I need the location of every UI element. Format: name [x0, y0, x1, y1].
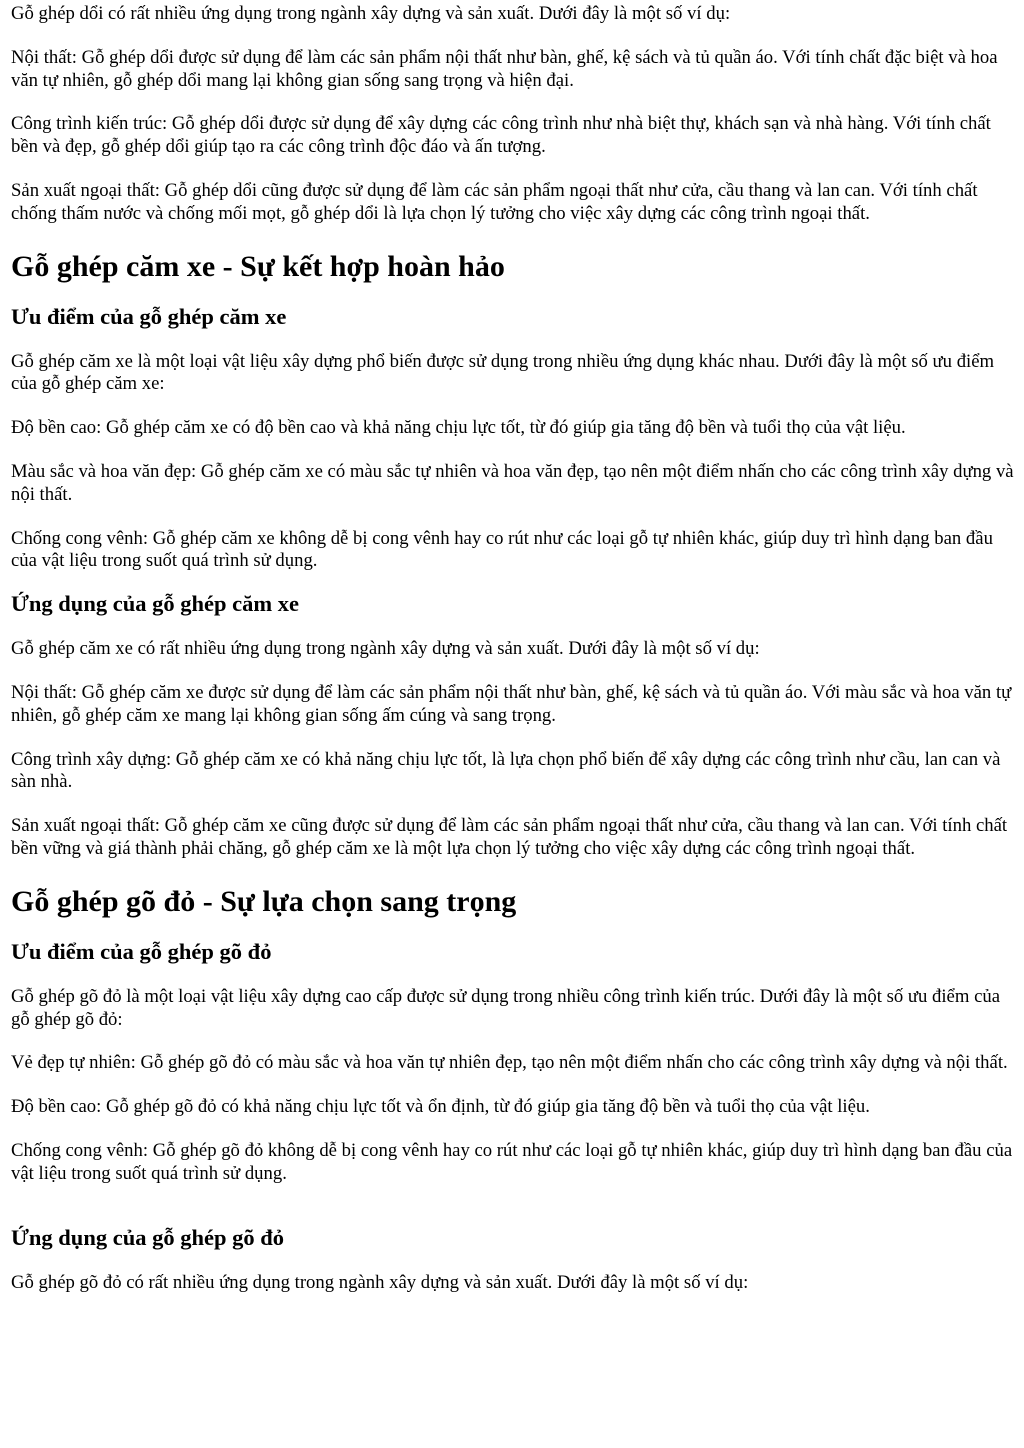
subheading-go-do-advantages: Ưu điểm của gỗ ghép gõ đỏ [11, 938, 272, 964]
cam-xe-applications-paragraph-2: Nội thất: Gỗ ghép căm xe được sử dụng để làm các sản phẩm nội thất như bàn, ghế, kệ sách và tủ quần áo. Với màu sắc và hoa văn tự nhiên, gỗ ghép căm xe mang lại không gian sống ấm cúng và sang trọng. [11, 681, 1012, 726]
cam-xe-advantages-paragraph-3: Màu sắc và hoa văn đẹp: Gỗ ghép căm xe có màu sắc tự nhiên và hoa văn đẹp, tạo nên một điểm nhấn cho các công trình xây dựng và nội thất. [11, 460, 1014, 505]
document-body [11, 3, 1015, 1294]
cam-xe-advantages-paragraph-4: Chống cong vênh: Gỗ ghép căm xe không dễ bị cong vênh hay co rút như các loại gỗ tự nhiên khác, giúp duy trì hình dạng ban đầu của vật liệu trong suốt quá trình sử dụng. [11, 527, 993, 572]
go-do-advantages-paragraph-4: Chống cong vênh: Gỗ ghép gõ đỏ không dễ bị cong vênh hay co rút như các loại gỗ tự nhiên khác, giúp duy trì hình dạng ban đầu của vật liệu trong suốt quá trình sử dụng. [11, 1139, 1013, 1184]
cam-xe-advantages-paragraph-2: Độ bền cao: Gỗ ghép căm xe có độ bền cao và khả năng chịu lực tốt, từ đó giúp gia tăng độ bền và tuổi thọ của vật liệu. [11, 417, 906, 439]
intro-paragraph-3: Công trình kiến trúc: Gỗ ghép dổi được sử dụng để xây dựng các công trình như nhà biệt thự, khách sạn và nhà hàng. Với tính chất bền và đẹp, gỗ ghép dổi giúp tạo ra các công trình độc đáo và ấn tượng. [11, 113, 991, 158]
intro-paragraph-2: Nội thất: Gỗ ghép dổi được sử dụng để làm các sản phẩm nội thất như bàn, ghế, kệ sách và tủ quần áo. Với tính chất đặc biệt và hoa văn tự nhiên, gỗ ghép dổi mang lại không gian sống sang trọng và hiện đại. [11, 46, 998, 91]
section-heading-cam-xe: Gỗ ghép căm xe - Sự kết hợp hoàn hảo [11, 249, 505, 283]
cam-xe-applications-paragraph-1: Gỗ ghép căm xe có rất nhiều ứng dụng trong ngành xây dựng và sản xuất. Dưới đây là một số ví dụ: [11, 638, 760, 660]
go-do-advantages-paragraph-1: Gỗ ghép gõ đỏ là một loại vật liệu xây dựng cao cấp được sử dụng trong nhiều công trình kiến trúc. Dưới đây là một số ưu điểm của gỗ ghép gõ đỏ: [11, 985, 1000, 1030]
section-heading-go-do: Gỗ ghép gõ đỏ - Sự lựa chọn sang trọng [11, 884, 517, 918]
subheading-cam-xe-advantages: Ưu điểm của gỗ ghép căm xe [11, 303, 287, 329]
go-do-applications-paragraph-1: Gỗ ghép gõ đỏ có rất nhiều ứng dụng trong ngành xây dựng và sản xuất. Dưới đây là một số ví dụ: [11, 1271, 749, 1293]
cam-xe-applications-paragraph-4: Sản xuất ngoại thất: Gỗ ghép căm xe cũng được sử dụng để làm các sản phẩm ngoại thất như cửa, cầu thang và lan can. Với tính chất bền vững và giá thành phải chăng, gỗ ghép căm xe là một lựa chọn lý tưởng cho việc xây dựng các công trình ngoại thất. [11, 815, 1008, 859]
cam-xe-applications-paragraph-3: Công trình xây dựng: Gỗ ghép căm xe có khả năng chịu lực tốt, là lựa chọn phổ biến để xây dựng các công trình như cầu, lan can và sàn nhà. [11, 748, 1001, 793]
intro-paragraph-1: Gỗ ghép dổi có rất nhiều ứng dụng trong ngành xây dựng và sản xuất. Dưới đây là một số ví dụ: [11, 3, 731, 24]
subheading-cam-xe-applications: Ứng dụng của gỗ ghép căm xe [11, 591, 299, 617]
go-do-advantages-paragraph-3: Độ bền cao: Gỗ ghép gõ đỏ có khả năng chịu lực tốt và ổn định, từ đó giúp gia tăng độ bền và tuổi thọ của vật liệu. [11, 1096, 870, 1118]
subheading-go-do-applications: Ứng dụng của gỗ ghép gõ đỏ [11, 1224, 284, 1250]
intro-paragraph-4: Sản xuất ngoại thất: Gỗ ghép dổi cũng được sử dụng để làm các sản phẩm ngoại thất như cửa, cầu thang và lan can. Với tính chất chống thấm nước và chống mối mọt, gỗ ghép dổi là lựa chọn lý tưởng cho việc xây dựng các công trình ngoại thất. [11, 179, 978, 224]
cam-xe-advantages-paragraph-1: Gỗ ghép căm xe là một loại vật liệu xây dựng phổ biến được sử dụng trong nhiều ứng dụng khác nhau. Dưới đây là một số ưu điểm của gỗ ghép căm xe: [11, 350, 995, 395]
go-do-advantages-paragraph-2: Vẻ đẹp tự nhiên: Gỗ ghép gõ đỏ có màu sắc và hoa văn tự nhiên đẹp, tạo nên một điểm nhấn cho các công trình xây dựng và nội thất. [11, 1052, 1008, 1074]
